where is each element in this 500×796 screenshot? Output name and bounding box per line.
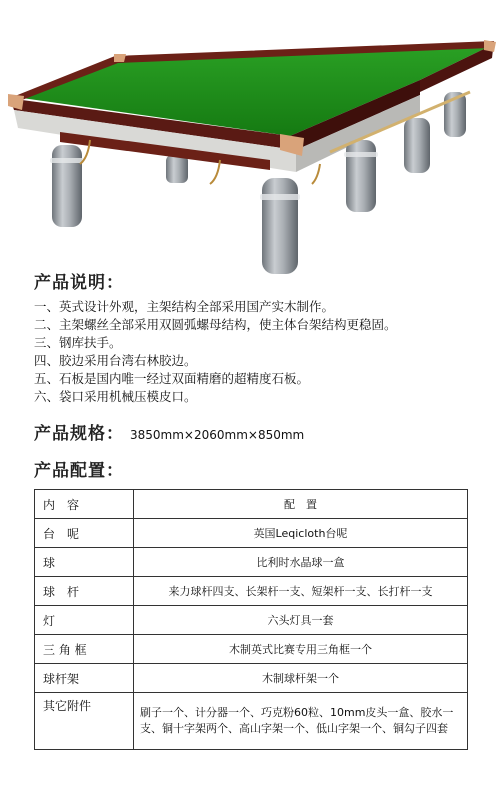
table-header-row bbox=[35, 490, 468, 519]
description-list bbox=[34, 298, 494, 406]
spec-row bbox=[34, 419, 304, 444]
table-row bbox=[35, 606, 468, 635]
row-value: 木制英式比赛专用三角框一个 bbox=[134, 635, 468, 664]
spec-title: 产品规格： bbox=[34, 424, 124, 444]
row-value: 来力球杆四支、长架杆一支、短架杆一支、长打杆一支 bbox=[134, 577, 468, 606]
table-row bbox=[35, 548, 468, 577]
spec-value: 3850mm×2060mm×850mm bbox=[130, 428, 305, 442]
table-row bbox=[35, 519, 468, 548]
table-row bbox=[35, 664, 468, 693]
row-item: 灯 bbox=[35, 606, 134, 635]
table-row bbox=[35, 693, 468, 750]
snooker-table-image bbox=[0, 0, 500, 285]
row-value: 木制球杆架一个 bbox=[134, 664, 468, 693]
config-table bbox=[34, 489, 468, 750]
config-title: 产品配置： bbox=[34, 461, 124, 481]
description-item: 五、石板是国内唯一经过双面精磨的超精度石板。 bbox=[34, 371, 310, 386]
table-row bbox=[35, 577, 468, 606]
description-item: 六、袋口采用机械压模皮口。 bbox=[34, 389, 197, 404]
row-item: 三 角 框 bbox=[35, 635, 134, 664]
description-title: 产品说明： bbox=[34, 273, 124, 293]
row-item: 其它附件 bbox=[35, 693, 134, 750]
description-item: 二、主架螺丝全部采用双圆弧螺母结构，使主体台架结构更稳固。 bbox=[34, 317, 397, 332]
row-item: 球 杆 bbox=[35, 577, 134, 606]
table-row bbox=[35, 635, 468, 664]
row-value: 比利时水晶球一盒 bbox=[134, 548, 468, 577]
row-item: 球杆架 bbox=[35, 664, 134, 693]
description-item: 一、英式设计外观，主架结构全部采用国产实木制作。 bbox=[34, 299, 335, 314]
row-item: 台 呢 bbox=[35, 519, 134, 548]
description-item: 四、胶边采用台湾右林胶边。 bbox=[34, 353, 197, 368]
description-item: 三、钢库扶手。 bbox=[34, 335, 122, 350]
row-value: 六头灯具一套 bbox=[134, 606, 468, 635]
row-item: 球 bbox=[35, 548, 134, 577]
header-value: 配 置 bbox=[134, 490, 468, 519]
header-item: 内 容 bbox=[35, 490, 134, 519]
row-value: 英国Leqicloth台呢 bbox=[134, 519, 468, 548]
row-value: 刷子一个、计分器一个、巧克粉60粒、10mm皮头一盒、胶水一支、铜十字架两个、高山字架一个、低山字架一个、铜勾子四套 bbox=[134, 693, 468, 750]
